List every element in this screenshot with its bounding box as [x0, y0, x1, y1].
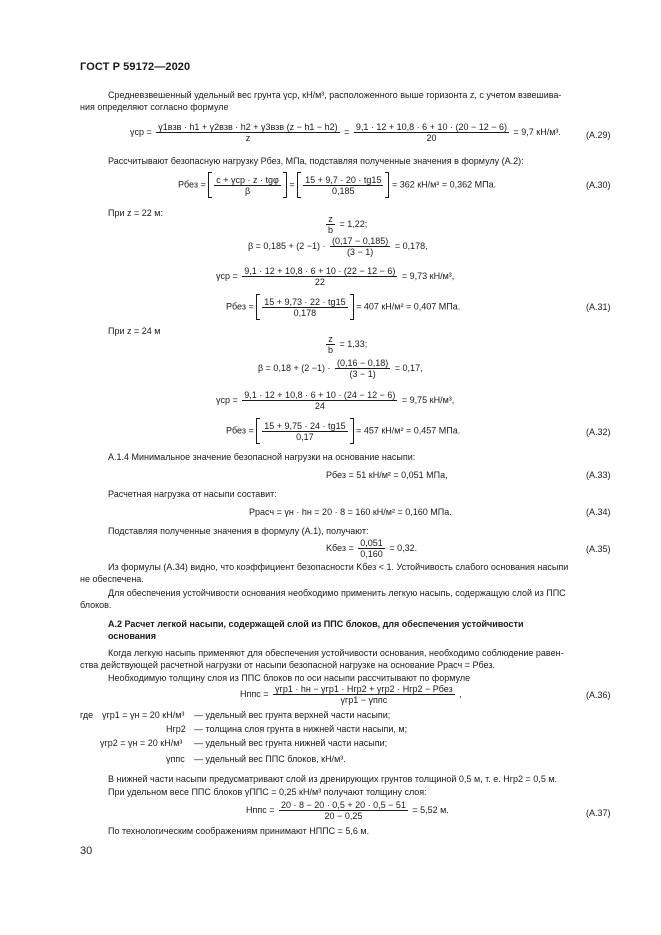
fraction [242, 266, 397, 287]
section-heading-a2-cont: основания [108, 631, 156, 641]
formula-lhs: Pбез = [226, 301, 254, 312]
formula-result: = 5,52 м. [412, 804, 449, 815]
where-symbol: γппс [166, 754, 185, 764]
denominator: 0,17 [296, 431, 314, 442]
denominator: 0,185 [332, 185, 355, 196]
case-label: При z = 24 м [108, 326, 161, 336]
fraction [242, 390, 397, 411]
paragraph-line: Средневзвешенный удельный вес грунта γср, кН/м³, расположенного выше горизонта z, с учетом взвешива- [108, 90, 562, 100]
formula-lhs: Hппс = [240, 688, 269, 699]
formula-number: (А.31) [586, 302, 611, 312]
paragraph-line: Когда легкую насыпь применяют для обеспечения устойчивости основания, необходимо соблюдение равен- [108, 648, 564, 658]
formula-a34: Pрасч = γн · hн = 20 · 8 = 160 кН/м² = 0,160 МПа. [249, 507, 452, 517]
denominator: 24 [314, 401, 325, 411]
page-number: 30 [80, 845, 93, 857]
numerator: 9,1 · 12 + 10,8 · 6 + 10 · (20 − 12 − 6) [355, 122, 507, 132]
formula-lhs: Kбез = [326, 542, 354, 553]
case-label: При z = 22 м: [108, 208, 163, 218]
numerator: 15 + 9,75 · 24 · tg15 [264, 420, 346, 431]
formula-number: (А.32) [586, 427, 611, 437]
formula-lhs: γср = [216, 270, 238, 281]
formula-gamma [216, 266, 454, 287]
bracket-left [208, 172, 212, 198]
formula-result: = 362 кН/м² = 0,362 МПа. [391, 179, 497, 190]
paragraph-line: Из формулы (А.34) видно, что коэффициент безопасности Kбез < 1. Устойчивость слабого основания насыпи [108, 562, 569, 572]
denominator: β [244, 185, 251, 196]
paragraph-line: Рассчитывают безопасную нагрузку Pбез, МПа, подставляя полученные значения в формулу (А.2): [108, 156, 524, 166]
paragraph-line: не обеспечена. [80, 574, 144, 584]
numerator: γгр1 · hн − γгр1 · Hгр2 + γгр2 · Hгр2 − Pбез [275, 684, 453, 694]
formula-lhs: γср = [130, 126, 152, 137]
paragraph-line: ния определяют согласно формуле [80, 102, 229, 112]
numerator: z [326, 214, 335, 225]
paragraph-line: При удельном весе ППС блоков γППС = 0,25 кН/м³ получают толщину слоя: [108, 787, 427, 797]
formula-a33: Pбез = 51 кН/м² = 0,051 МПа, [326, 470, 448, 480]
formula-a30: Pбез = $\frac{\text{c + γср · z · tgφ}}{\beta}$ = $\frac{15 + 9,7 \cdot 20 \cdot tg15}{0,185}$ = 362 кН/м² = 0,362 МПа. [178, 172, 496, 198]
formula-number: (А.33) [586, 470, 611, 480]
formula-result: = 0,32. [389, 542, 418, 553]
denominator: 22 [314, 277, 325, 287]
numerator: (0,16 − 0,18) [336, 358, 389, 368]
where-definition: — толщина слоя грунта в нижней части насыпи, м; [194, 724, 408, 734]
denominator: b [328, 345, 334, 355]
denominator: (3 − 1) [347, 247, 374, 257]
bracket-left [256, 294, 260, 320]
formula-result: = 1,22; [339, 218, 368, 229]
formula-zb [324, 214, 367, 235]
formula-lhs: β = 0,18 + (2 −1) · [258, 362, 331, 373]
denominator: (3 − 1) [349, 369, 376, 379]
bracket-right [283, 172, 287, 198]
numerator: z [326, 334, 335, 345]
where-definition: — удельный вес ППС блоков, кН/м³. [194, 754, 346, 764]
paragraph-line: Необходимую толщину слоя из ППС блоков по оси насыпи рассчитывают по формуле [108, 673, 471, 683]
formula-result: = 9,7 кН/м³. [513, 126, 561, 137]
formula-result: = 1,33; [339, 338, 368, 349]
section-heading-a2: А.2 Расчет легкой насыпи, содержащей слой из ППС блоков, для обеспечения устойчивости [108, 619, 524, 629]
denominator: γгр1 − γппс [340, 695, 388, 705]
numerator: c + γср · z · tgφ [216, 174, 279, 185]
formula-a35 [326, 538, 417, 559]
formula-a32 [226, 418, 460, 444]
paragraph-line: В нижней части насыпи предусматривают слой из дренирующих грунтов толщиной 0,5 м, т. е. Hгр2 = 0,5 м. [108, 774, 558, 784]
formula-lhs: Pбез = [178, 179, 206, 190]
paragraph-line: ства действующей расчетной нагрузки от насыпи безопасной нагрузке на основание Pрасч = Pбез. [80, 660, 495, 670]
formula-a36: Hппс = $\frac{\text{γгр1 · hн − γгр1 · Hгр2 + γгр2 · Hгр2 − Pбез}}{\text{γгр1 − γппс}}$ , [240, 684, 462, 705]
formula-number: (А.36) [586, 690, 611, 700]
fraction [262, 421, 347, 442]
formula-zb [324, 334, 367, 355]
formula-result: = 0,178, [394, 240, 428, 251]
formula-a37 [246, 800, 449, 821]
fraction [326, 214, 335, 235]
numerator: 9,1 · 12 + 10,8 · 6 + 10 · (22 − 12 − 6) [244, 266, 396, 276]
paragraph-line: Подставляя полученные значения в формулу (А.1), получают: [108, 526, 369, 536]
formula-lhs: Pбез = [226, 425, 254, 436]
fraction [303, 175, 383, 196]
numerator: 0,051 [360, 538, 383, 548]
document-header: ГОСТ Р 59172—2020 [80, 61, 191, 73]
denominator: 20 − 0,25 [324, 811, 363, 821]
numerator: (0,17 − 0,185) [332, 236, 389, 246]
paragraph-line: Для обеспечения устойчивости основания необходимо применить легкую насыпь, содержащую слой из ППС [108, 588, 566, 598]
fraction [330, 236, 390, 257]
numerator: 20 · 8 − 20 · 0,5 + 20 · 0,5 − 51 [281, 800, 406, 810]
formula-result: = 457 кН/м² = 0,457 МПа. [356, 425, 461, 436]
fraction [273, 684, 455, 705]
formula-gamma [216, 390, 454, 411]
paragraph-line: блоков. [80, 600, 112, 610]
formula-lhs: γср = [216, 394, 238, 405]
numerator: 15 + 9,73 · 22 · tg15 [264, 296, 346, 307]
formula-number: (А.34) [586, 507, 611, 517]
formula-lhs: Hппс = [246, 804, 275, 815]
where-symbol: Hгр2 [166, 724, 186, 734]
fraction [326, 334, 335, 355]
numerator: 9,1 · 12 + 10,8 · 6 + 10 · (24 − 12 − 6) [244, 390, 396, 400]
formula-number: (А.37) [586, 808, 611, 818]
numerator: γ1взв · h1 + γ2взв · h2 + γ3взв (z − h1 − h2) [158, 122, 338, 132]
fraction [335, 358, 390, 379]
where-definition: — удельный вес грунта нижней части насыпи; [194, 738, 388, 748]
formula-number: (А.29) [586, 130, 611, 140]
formula-result: = 0,17, [394, 362, 423, 373]
where-definition: — удельный вес грунта верхней части насыпи; [194, 710, 391, 720]
fraction [262, 297, 347, 318]
denominator: b [328, 225, 334, 235]
fraction [214, 175, 281, 196]
fraction [358, 538, 385, 559]
paragraph-line: Расчетная нагрузка от насыпи составит: [108, 489, 277, 499]
formula-a31 [226, 294, 460, 320]
bracket-left [256, 418, 260, 444]
formula-result: = 9,73 кН/м³, [401, 270, 455, 281]
where-label: где [80, 710, 94, 720]
denominator: 20 [426, 133, 437, 143]
formula-result: = 9,75 кН/м³, [401, 394, 455, 405]
where-symbol: γгр1 = γн = 20 кН/м³ [102, 710, 185, 720]
section-a14: А.1.4 Минимальное значение безопасной нагрузки на основание насыпи: [108, 452, 416, 462]
denominator: 0,160 [360, 549, 383, 559]
denominator: z [245, 133, 251, 143]
formula-number: (А.35) [586, 544, 611, 554]
formula-beta [258, 358, 423, 379]
paragraph-line: По технологическим соображениям принимают HППС = 5,6 м. [108, 826, 370, 836]
denominator: 0,178 [293, 307, 317, 318]
numerator: 15 + 9,7 · 20 · tg15 [305, 174, 382, 185]
formula-a29: γср = $\frac{\text{γ1взв · h1 + γ2взв · h2 + γ3взв (z − h1 − h2)}}{z}$ = $\frac{9,1 \cdot 12 + 10,8 \cdot 6 + 10 \cdot (20 - 12 - 6)}{20}$ = 9,7 кН/м³. [130, 122, 561, 143]
formula-lhs: β = 0,185 + (2 −1) · [248, 240, 326, 251]
bracket-right [350, 294, 354, 320]
where-symbol: γгр2 = γн = 20 кН/м³ [100, 738, 183, 748]
bracket-right [385, 172, 389, 198]
formula-result: = 407 кН/м² = 0,407 МПа. [356, 301, 461, 312]
fraction [354, 122, 509, 143]
formula-beta [248, 236, 428, 257]
fraction [156, 122, 339, 143]
bracket-left [297, 172, 301, 198]
formula-number: (А.30) [586, 180, 611, 190]
bracket-right [350, 418, 354, 444]
fraction [279, 800, 408, 821]
